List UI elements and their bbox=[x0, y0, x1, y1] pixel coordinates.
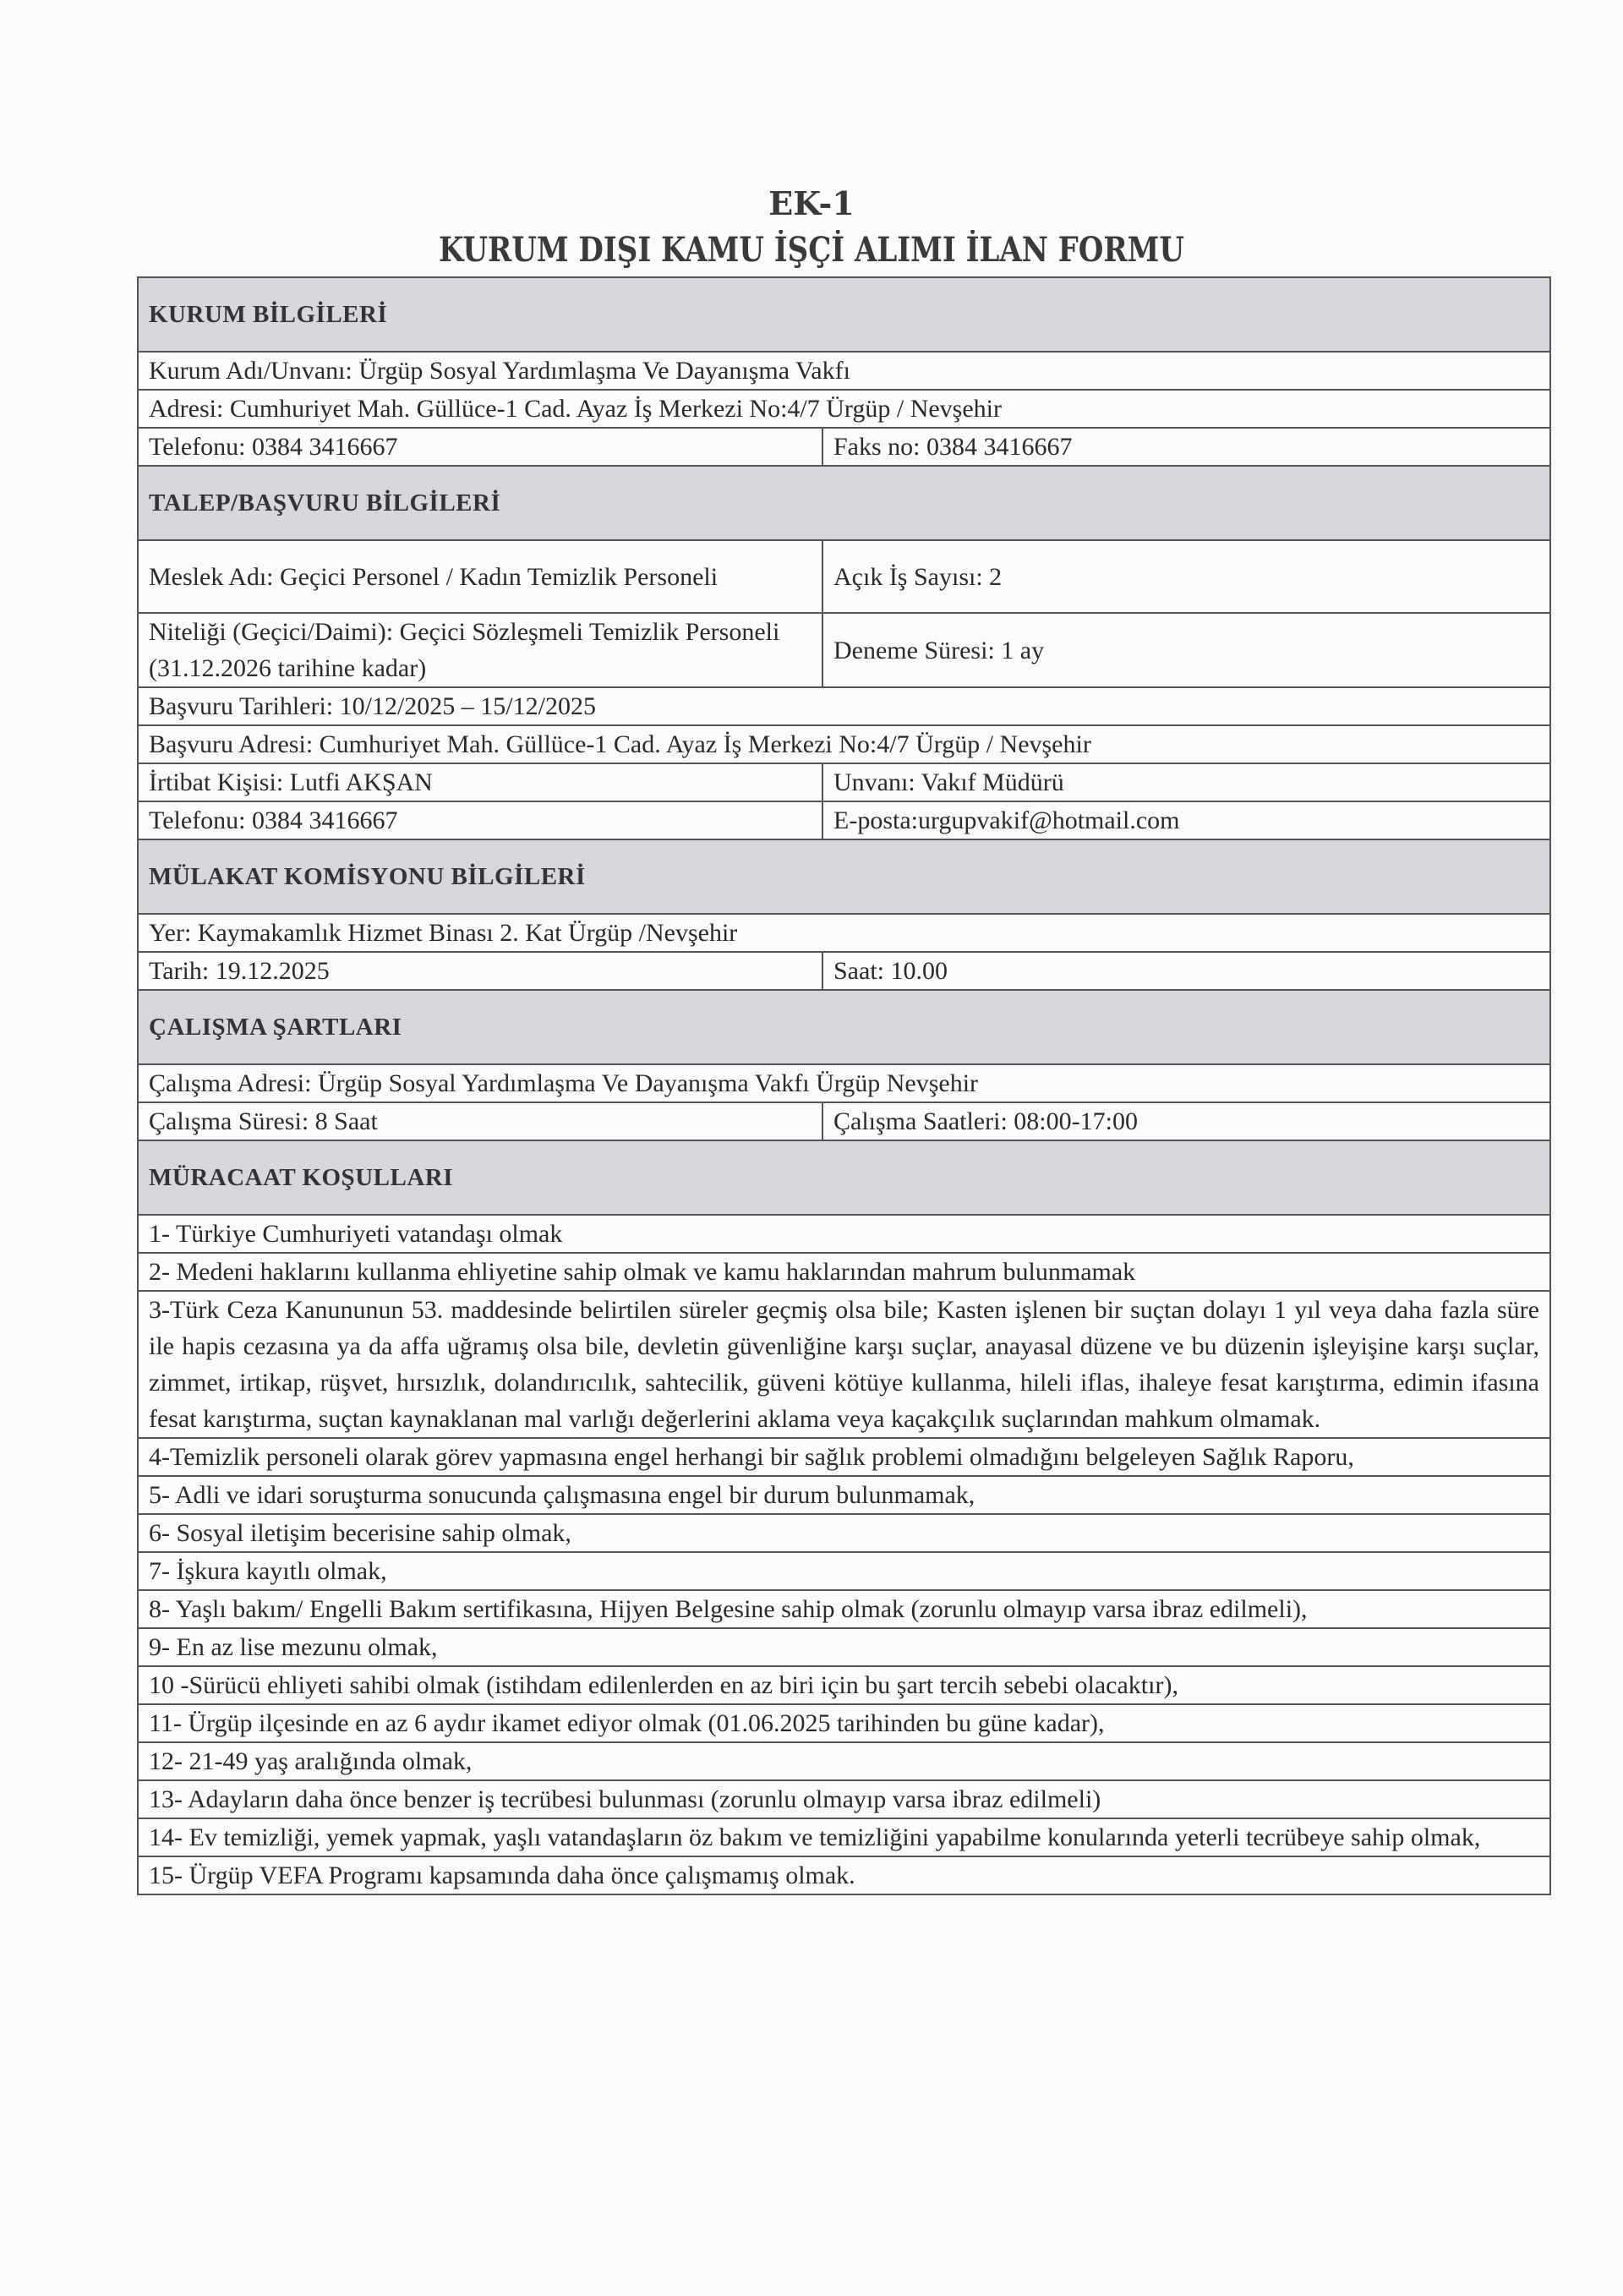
acik-is-sayisi: Açık İş Sayısı: 2 bbox=[822, 540, 1550, 613]
kurum-adres: Adresi: Cumhuriyet Mah. Güllüce-1 Cad. Ayaz İş Merkezi No:4/7 Ürgüp / Nevşehir bbox=[138, 390, 1550, 428]
kurum-telefon: Telefonu: 0384 3416667 bbox=[138, 428, 822, 466]
condition-item: 5- Adli ve idari soruşturma sonucunda çalışmasına engel bir durum bulunmamak, bbox=[138, 1476, 1550, 1514]
mulakat-saat: Saat: 10.00 bbox=[822, 952, 1550, 990]
announcement-form-table bbox=[137, 276, 1551, 1895]
basvuru-adresi: Başvuru Adresi: Cumhuriyet Mah. Güllüce-1 Cad. Ayaz İş Merkezi No:4/7 Ürgüp / Nevşehir bbox=[138, 725, 1550, 763]
meslek-adi: Meslek Adı: Geçici Personel / Kadın Temizlik Personeli bbox=[138, 540, 822, 613]
calisma-suresi: Çalışma Süresi: 8 Saat bbox=[138, 1102, 822, 1140]
section-heading-mulakat: MÜLAKAT KOMİSYONU BİLGİLERİ bbox=[138, 839, 1550, 914]
condition-item: 7- İşkura kayıtlı olmak, bbox=[138, 1552, 1550, 1590]
condition-item: 12- 21-49 yaş aralığında olmak, bbox=[138, 1742, 1550, 1780]
section-heading-talep: TALEP/BAŞVURU BİLGİLERİ bbox=[138, 466, 1550, 540]
section-heading-kurum: KURUM BİLGİLERİ bbox=[138, 277, 1550, 352]
niteligi: Niteliği (Geçici/Daimi): Geçici Sözleşmeli Temizlik Personeli (31.12.2026 tarihine kadar) bbox=[138, 613, 822, 687]
calisma-adresi: Çalışma Adresi: Ürgüp Sosyal Yardımlaşma Ve Dayanışma Vakfı Ürgüp Nevşehir bbox=[138, 1064, 1550, 1102]
condition-item: 13- Adayların daha önce benzer iş tecrübesi bulunması (zorunlu olmayıp varsa ibraz edilmeli) bbox=[138, 1780, 1550, 1818]
talep-telefon: Telefonu: 0384 3416667 bbox=[138, 801, 822, 839]
calisma-saatleri: Çalışma Saatleri: 08:00-17:00 bbox=[822, 1102, 1550, 1140]
kurum-adi: Kurum Adı/Unvanı: Ürgüp Sosyal Yardımlaşma Ve Dayanışma Vakfı bbox=[138, 352, 1550, 390]
condition-item: 6- Sosyal iletişim becerisine sahip olmak, bbox=[138, 1514, 1550, 1552]
condition-item: 9- En az lise mezunu olmak, bbox=[138, 1628, 1550, 1666]
condition-item: 2- Medeni haklarını kullanma ehliyetine sahip olmak ve kamu haklarından mahrum bulunmamak bbox=[138, 1253, 1550, 1291]
condition-item: 8- Yaşlı bakım/ Engelli Bakım sertifikasına, Hijyen Belgesine sahip olmak (zorunlu olmayıp varsa ibraz edilmeli), bbox=[138, 1590, 1550, 1628]
condition-item: 3-Türk Ceza Kanununun 53. maddesinde belirtilen süreler geçmiş olsa bile; Kasten işlenen bir suçtan dolayı 1 yıl veya daha fazla süre ile hapis cezasına ya da affa uğramış olsa bile, devletin güvenliğine karşı suçlar, anayasal düzene ve bu düzenin işleyişine karşı suçlar, zimmet, irtikap, rüşvet, hırsızlık, dolandırıcılık, sahtecilik, güveni kötüye kullanma, hileli iflas, ihaleye fesat karıştırma, edimin ifasına fesat karıştırma, suçtan kaynaklanan mal varlığı değerlerini aklama veya kaçakçılık suçlarından mahkum olmamak. bbox=[138, 1291, 1550, 1438]
eposta: E-posta:urgupvakif@hotmail.com bbox=[822, 801, 1550, 839]
condition-item: 10 -Sürücü ehliyeti sahibi olmak (istihdam edilenlerden en az biri için bu şart tercih sebebi olacaktır), bbox=[138, 1666, 1550, 1704]
irtibat-kisisi: İrtibat Kişisi: Lutfi AKŞAN bbox=[138, 763, 822, 801]
condition-item: 4-Temizlik personeli olarak görev yapmasına engel herhangi bir sağlık problemi olmadığını belgeleyen Sağlık Raporu, bbox=[138, 1438, 1550, 1476]
unvan: Unvanı: Vakıf Müdürü bbox=[822, 763, 1550, 801]
document-code: EK-1 bbox=[768, 184, 855, 222]
basvuru-tarihleri: Başvuru Tarihleri: 10/12/2025 – 15/12/2025 bbox=[138, 687, 1550, 725]
condition-item: 14- Ev temizliği, yemek yapmak, yaşlı vatandaşların öz bakım ve temizliğini yapabilme konularında yeterli tecrübeye sahip olmak, bbox=[138, 1818, 1550, 1856]
section-heading-calisma: ÇALIŞMA ŞARTLARI bbox=[138, 990, 1550, 1064]
section-heading-muracaat: MÜRACAAT KOŞULLARI bbox=[138, 1140, 1550, 1215]
deneme-suresi: Deneme Süresi: 1 ay bbox=[822, 613, 1550, 687]
condition-item: 1- Türkiye Cumhuriyeti vatandaşı olmak bbox=[138, 1215, 1550, 1253]
kurum-faks: Faks no: 0384 3416667 bbox=[822, 428, 1550, 466]
mulakat-tarih: Tarih: 19.12.2025 bbox=[138, 952, 822, 990]
condition-item: 15- Ürgüp VEFA Programı kapsamında daha önce çalışmamış olmak. bbox=[138, 1856, 1550, 1894]
document-title: KURUM DIŞI KAMU İŞÇİ ALIMI İLAN FORMU bbox=[439, 230, 1184, 270]
mulakat-yer: Yer: Kaymakamlık Hizmet Binası 2. Kat Ürgüp /Nevşehir bbox=[138, 914, 1550, 952]
condition-item: 11- Ürgüp ilçesinde en az 6 aydır ikamet ediyor olmak (01.06.2025 tarihinden bu güne kadar), bbox=[138, 1704, 1550, 1742]
